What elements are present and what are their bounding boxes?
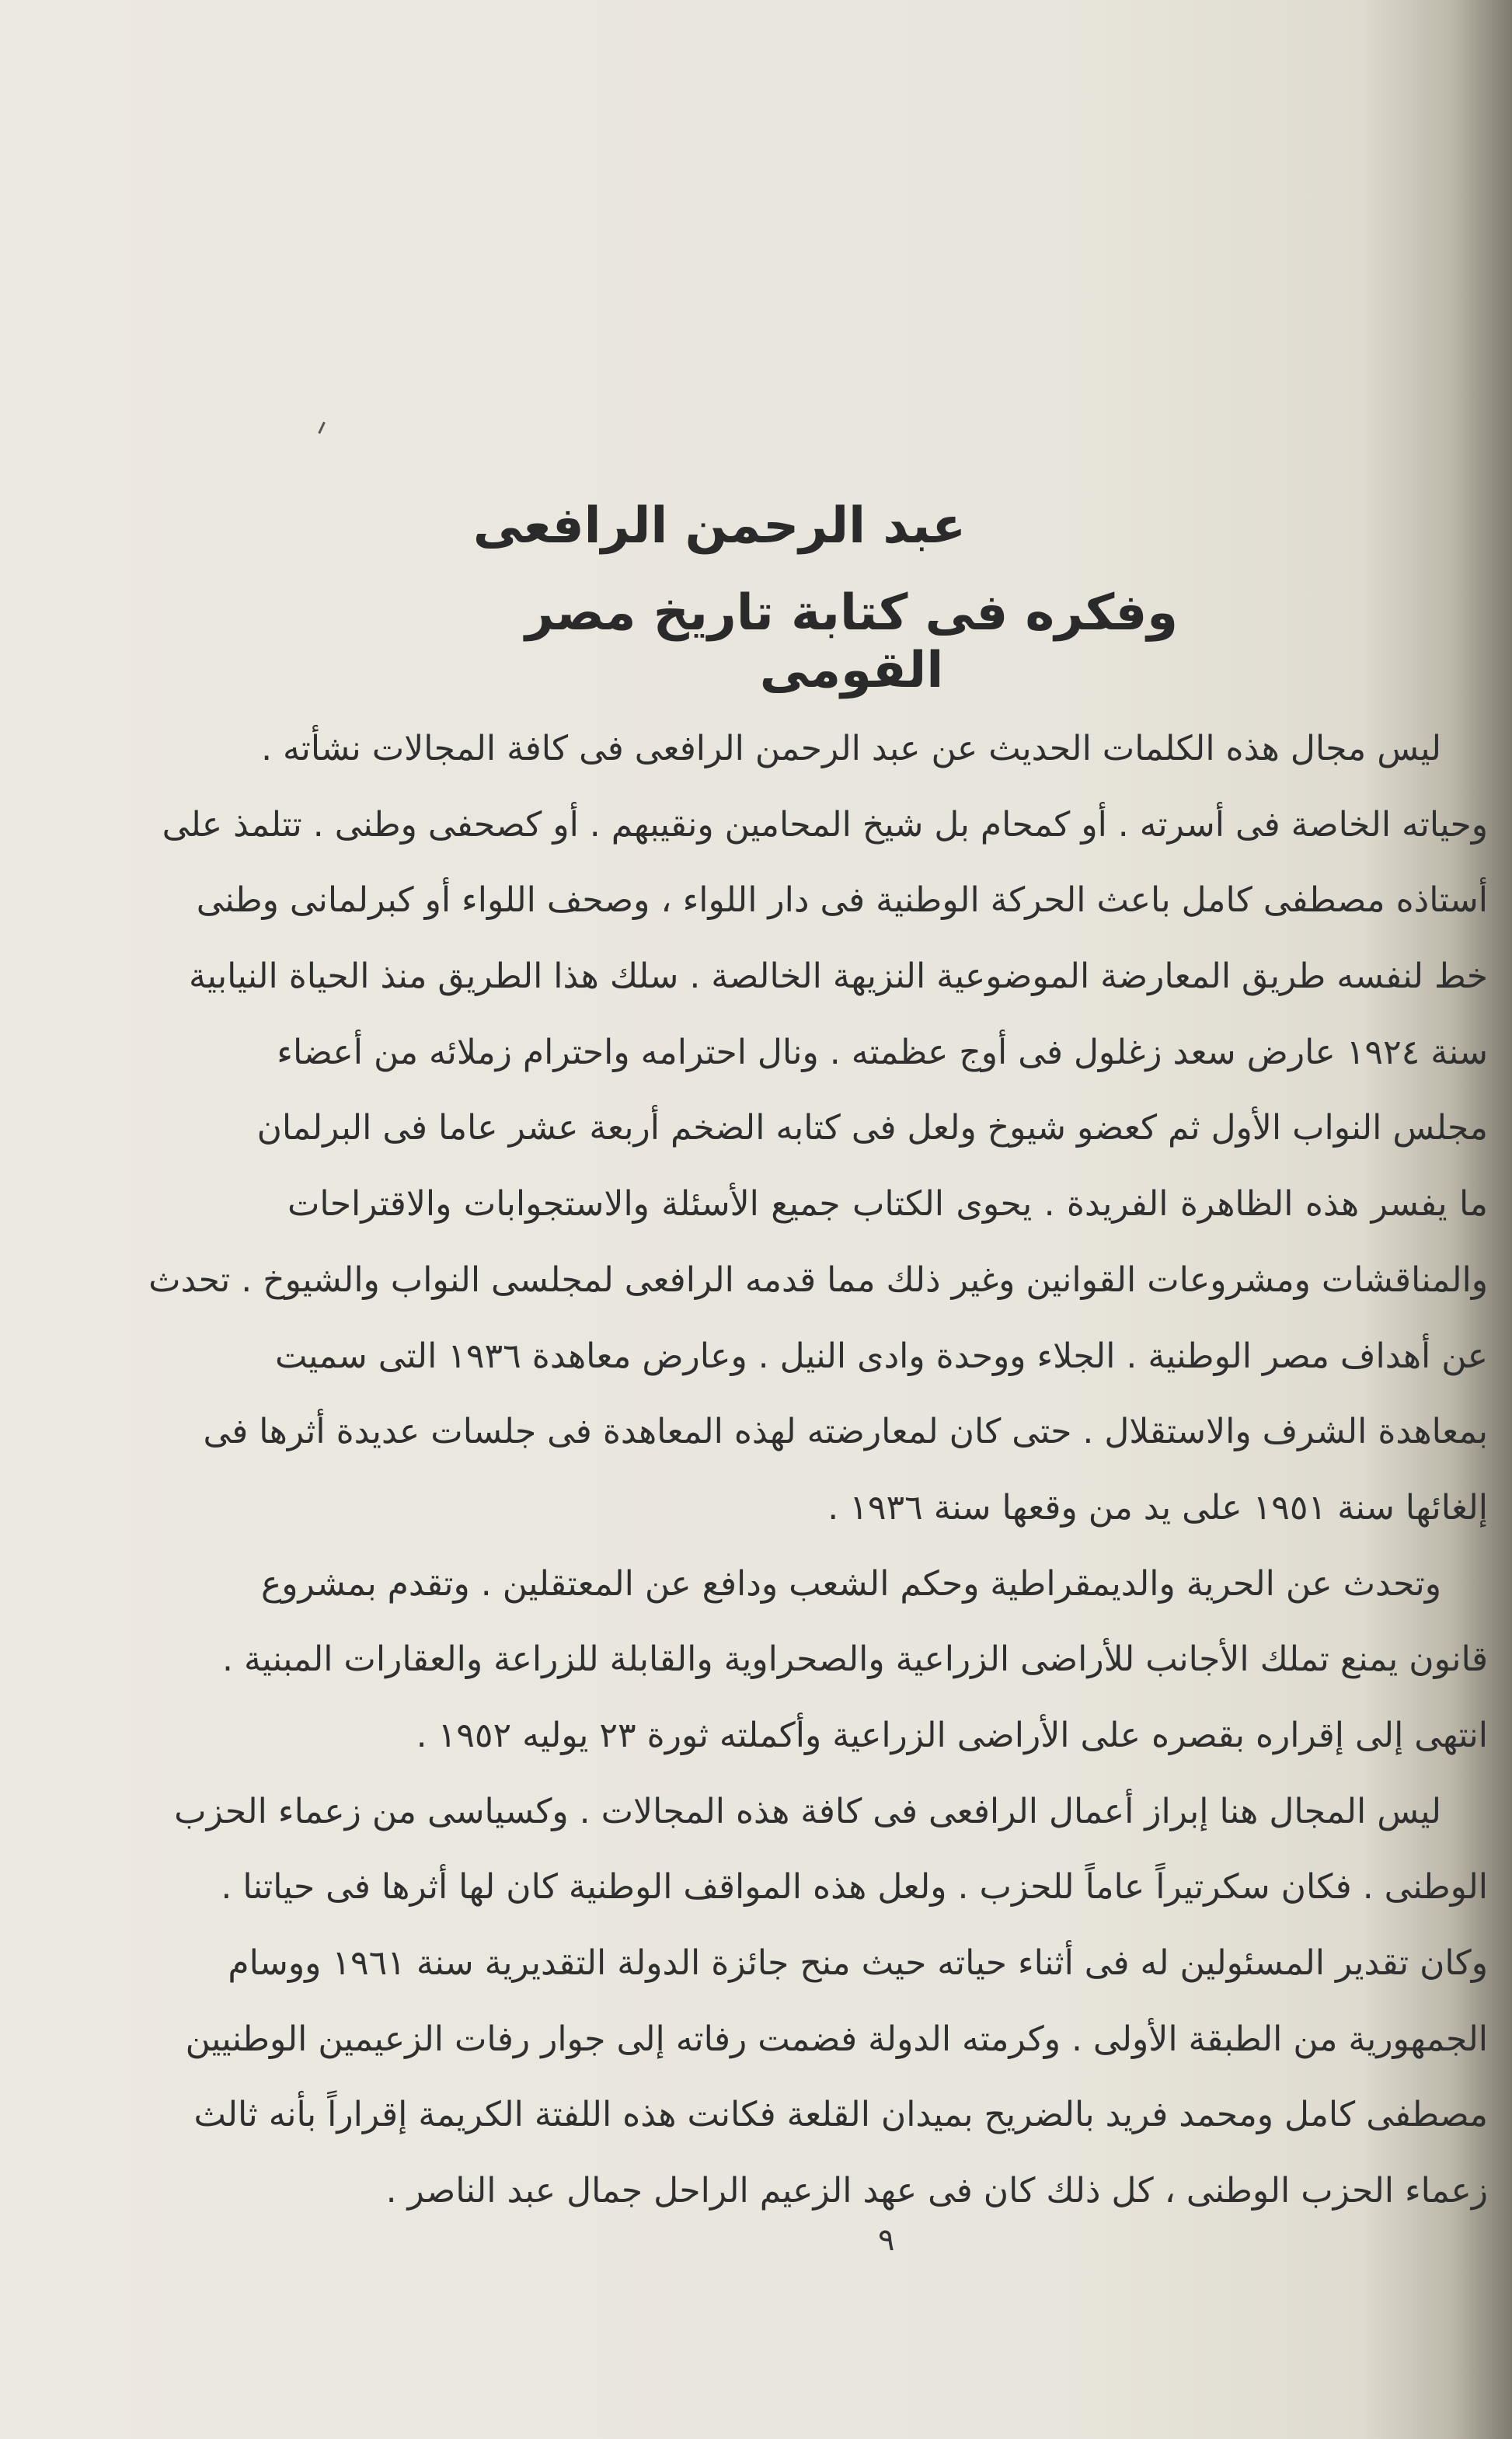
text-line: الجمهورية من الطبقة الأولى . وكرمته الدولة فضمت رفاته إلى جوار رفات الزعيمين الوطنيين xyxy=(185,2019,1488,2059)
text-line: ما يفسر هذه الظاهرة الفريدة . يحوى الكتاب جميع الأسئلة والاستجوابات والاقتراحات xyxy=(287,1184,1488,1225)
text-line: بمعاهدة الشرف والاستقلال . حتى كان لمعارضته لهذه المعاهدة فى جلسات عديدة أثرها فى xyxy=(203,1412,1488,1452)
text-line: ليس مجال هذه الكلمات الحديث عن عبد الرحمن الرافعى فى كافة المجالات نشأته . xyxy=(261,729,1441,768)
text-line: الوطنى . فكان سكرتيراً عاماً للحزب . ولعل هذه المواقف الوطنية كان لها أثرها فى حياتنا . xyxy=(221,1867,1488,1908)
text-line: وتحدث عن الحرية والديمقراطية وحكم الشعب ودافع عن المعتقلين . وتقدم بمشروع xyxy=(260,1563,1441,1604)
text-line: سنة ١٩٢٤ عارض سعد زغلول فى أوج عظمته . ونال احترامه واحترام زملائه من أعضاء xyxy=(277,1032,1488,1072)
text-line: زعماء الحزب الوطنى ، كل ذلك كان فى عهد الزعيم الراحل جمال عبد الناصر . xyxy=(385,2171,1488,2211)
body-text xyxy=(148,711,1488,2229)
text-line: خط لنفسه طريق المعارضة الموضوعية النزيهة الخالصة . سلك هذا الطريق منذ الحياة النيابية xyxy=(189,956,1488,997)
title-line-1: عبد الرحمن الرافعى xyxy=(472,497,967,555)
paragraph-2 xyxy=(221,1546,1488,1774)
text-line: عن أهداف مصر الوطنية . الجلاء ووحدة وادى النيل . وعارض معاهدة ١٩٣٦ التى سميت xyxy=(274,1336,1488,1376)
text-line: قانون يمنع تملك الأجانب للأراضى الزراعية والصحراوية والقابلة للزراعة والعقارات المبنية . xyxy=(221,1639,1488,1680)
ink-mark xyxy=(318,422,333,438)
text-line: والمناقشات ومشروعات القوانين وغير ذلك مما قدمه الرافعى لمجلسى النواب والشيوخ . تحدث xyxy=(148,1260,1488,1300)
paragraph-3 xyxy=(174,1774,1488,2229)
text-line: وكان تقدير المسئولين له فى أثناء حياته حيث منح جائزة الدولة التقديرية سنة ١٩٦١ ووسام xyxy=(228,1943,1488,1983)
text-line: ليس المجال هنا إبراز أعمال الرافعى فى كافة هذه المجالات . وكسياسى من زعماء الحزب xyxy=(174,1791,1441,1831)
text-line: مصطفى كامل ومحمد فريد بالضريح بميدان القلعة فكانت هذه اللفتة الكريمة إقراراً بأنه ثالث xyxy=(193,2095,1488,2135)
text-line: إلغائها سنة ١٩٥١ على يد من وقعها سنة ١٩٣٦ . xyxy=(827,1487,1488,1528)
text-line: انتهى إلى إقراره بقصره على الأراضى الزراعية وأكملته ثورة ٢٣ يوليه ١٩٥٢ . xyxy=(416,1715,1488,1755)
paragraph-1 xyxy=(148,711,1488,1546)
title-line-2: وفكره فى كتابة تاريخ مصر القومى xyxy=(524,584,1179,699)
text-line: مجلس النواب الأول ثم كعضو شيوخ ولعل فى كتابه الضخم أربعة عشر عاما فى البرلمان xyxy=(256,1108,1488,1148)
page-number: ٩ xyxy=(878,2222,895,2258)
text-line: أستاذه مصطفى كامل باعث الحركة الوطنية فى دار اللواء ، وصحف اللواء أو كبرلمانى وطنى xyxy=(196,880,1488,921)
text-line: وحياته الخاصة فى أسرته . أو كمحام بل شيخ المحامين ونقيبهم . أو كصحفى وطنى . تتلمذ على xyxy=(162,804,1488,845)
